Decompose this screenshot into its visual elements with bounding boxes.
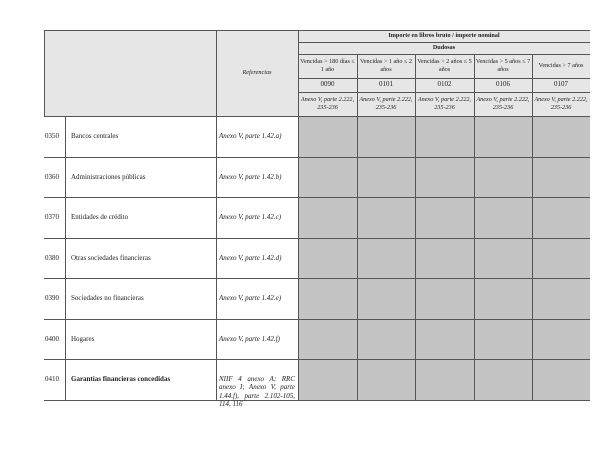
row-ref-0360: [216, 157, 298, 198]
row-code-0370-text: 0370: [45, 213, 59, 222]
column-ref-0106: [474, 92, 532, 116]
sub-title-divider: [298, 54, 590, 55]
data-cell-0370-0090[interactable]: [298, 197, 357, 238]
data-cell-0380-0102[interactable]: [415, 238, 474, 279]
column-code-0102-text: 0102: [437, 80, 452, 89]
row-code-0380: [0, 238, 65, 279]
column-ref-0090-text: Anexo V, parte 2.222, 235-236: [300, 96, 355, 111]
column-header-0102: [415, 54, 474, 78]
column-ref-0107: [532, 92, 590, 116]
column-ref-0107-text: Anexo V, parte 2.222, 235-236: [534, 96, 588, 111]
row-label-0410-text: Garantías financieras concedidas: [71, 375, 171, 383]
data-column-divider: [532, 54, 533, 400]
row-code-0410-text: 0410: [45, 375, 59, 383]
data-cell-0350-0101[interactable]: [357, 116, 415, 157]
row-label-0350-text: Bancos centrales: [71, 132, 119, 141]
column-header-0101: [357, 54, 415, 78]
row-code-0370: [0, 197, 65, 238]
row-ref-0370: [216, 197, 298, 238]
row-code-0390-text: 0390: [45, 294, 59, 303]
row-ref-0370-text: Anexo V, parte 1.42.c): [219, 213, 282, 222]
row-divider: [44, 359, 590, 360]
column-header-0102-text: Vencidas > 2 años ≤ 5 años: [417, 58, 472, 73]
data-cell-0370-0107[interactable]: [532, 197, 590, 238]
row-code-0400: [0, 319, 65, 360]
column-code-0102: [415, 78, 474, 92]
row-code-0400-text: 0400: [45, 334, 59, 343]
data-cell-0370-0102[interactable]: [415, 197, 474, 238]
column-code-0107-text: 0107: [554, 80, 568, 89]
data-cell-0360-0090[interactable]: [298, 157, 357, 198]
group-title-text: Importe en libros bruto / importe nominal: [388, 32, 500, 40]
data-cell-0410-0101[interactable]: [357, 359, 415, 400]
data-cell-0350-0102[interactable]: [415, 116, 474, 157]
data-cell-0400-0090[interactable]: [298, 319, 357, 360]
row-ref-0350-text: Anexo V, parte 1.42.a): [219, 132, 282, 141]
data-cell-0380-0107[interactable]: [532, 238, 590, 279]
row-ref-0410-text: NIIF 4 anexo A; RRC anexo I; Anexo V, parte 1.44.f), parte 2.102-105, 114, 116: [219, 375, 295, 409]
header-top-border: [44, 30, 590, 31]
data-cell-0380-0090[interactable]: [298, 238, 357, 279]
row-code-0390: [0, 278, 65, 319]
row-label-0370: [65, 197, 216, 238]
row-ref-0390-text: Anexo V, parte 1.42.e): [219, 294, 282, 303]
data-cell-0360-0107[interactable]: [532, 157, 590, 198]
data-column-divider: [415, 54, 416, 400]
column-code-0090: [298, 78, 357, 92]
row-label-0400-text: Hogares: [71, 334, 95, 343]
data-cell-0390-0106[interactable]: [474, 278, 532, 319]
data-cell-0410-0090[interactable]: [298, 359, 357, 400]
column-header-0101-text: Vencidas > 1 año ≤ 2 años: [359, 58, 413, 73]
row-ref-0410: [216, 359, 298, 409]
column-code-0107: [532, 78, 590, 92]
column-code-divider: [298, 92, 590, 93]
data-cell-0410-0107[interactable]: [532, 359, 590, 400]
row-label-0380-text: Otras sociedades financieras: [71, 253, 151, 262]
column-code-0106-text: 0106: [496, 80, 510, 89]
row-label-0350: [65, 116, 216, 157]
ref-data-divider: [298, 30, 299, 400]
row-label-0360: [65, 157, 216, 198]
row-label-0370-text: Entidades de crédito: [71, 213, 129, 222]
data-column-divider: [474, 54, 475, 400]
row-code-0380-text: 0380: [45, 253, 59, 262]
data-cell-0410-0102[interactable]: [415, 359, 474, 400]
row-ref-0400-text: Anexo V, parte 1.42.f): [219, 334, 280, 343]
row-label-0410: [65, 359, 216, 400]
column-ref-0101-text: Anexo V, parte 2.222, 235-236: [359, 96, 413, 111]
data-cell-0400-0106[interactable]: [474, 319, 532, 360]
column-ref-0090: [298, 92, 357, 116]
data-cell-0380-0101[interactable]: [357, 238, 415, 279]
row-code-0350: [0, 116, 65, 157]
data-cell-0400-0107[interactable]: [532, 319, 590, 360]
data-cell-0360-0101[interactable]: [357, 157, 415, 198]
row-label-0390-text: Sociedades no financieras: [71, 294, 144, 303]
row-code-0350-text: 0350: [45, 132, 59, 141]
data-cell-0370-0101[interactable]: [357, 197, 415, 238]
sub-title: [298, 42, 590, 54]
column-code-0106: [474, 78, 532, 92]
data-cell-0350-0090[interactable]: [298, 116, 357, 157]
column-code-0101-text: 0101: [379, 80, 393, 89]
data-cell-0400-0102[interactable]: [415, 319, 474, 360]
row-divider: [44, 319, 590, 320]
group-title: [298, 30, 590, 42]
column-ref-0102-text: Anexo V, parte 2.222, 235-236: [417, 96, 472, 111]
sub-title-text: Dudosas: [432, 44, 456, 52]
column-header-0107-text: Vencidas > 7 años: [538, 62, 584, 70]
header-bottom-border: [44, 116, 590, 117]
data-cell-0410-0106[interactable]: [474, 359, 532, 400]
row-code-0360-text: 0360: [45, 172, 59, 181]
row-divider: [44, 197, 590, 198]
column-ref-0106-text: Anexo V, parte 2.222, 235-236: [476, 96, 530, 111]
referencias-label: [216, 30, 298, 116]
data-cell-0360-0106[interactable]: [474, 157, 532, 198]
data-cell-0390-0101[interactable]: [357, 278, 415, 319]
label-ref-divider: [216, 30, 217, 400]
data-cell-0350-0106[interactable]: [474, 116, 532, 157]
row-label-0380: [65, 238, 216, 279]
row-label-0390: [65, 278, 216, 319]
data-cell-0390-0090[interactable]: [298, 278, 357, 319]
left-border: [44, 30, 45, 116]
data-cell-0370-0106[interactable]: [474, 197, 532, 238]
row-ref-0350: [216, 116, 298, 157]
column-label-divider: [298, 78, 590, 79]
row-code-0360: [0, 157, 65, 198]
column-ref-0101: [357, 92, 415, 116]
referencias-label-text: Referencias: [242, 69, 272, 77]
column-header-0106-text: Vencidas > 5 años ≤ 7 años: [475, 58, 531, 73]
column-header-0107: [532, 54, 590, 78]
data-cell-0390-0107[interactable]: [532, 278, 590, 319]
column-header-0090: [298, 54, 357, 78]
row-divider: [44, 400, 590, 401]
column-header-0106: [474, 54, 532, 78]
column-ref-0102: [415, 92, 474, 116]
row-divider: [44, 278, 590, 279]
row-ref-0400: [216, 319, 298, 360]
column-header-0090-text: Vencidas > 180 días ≤ 1 año: [300, 58, 355, 73]
row-ref-0380-text: Anexo V, parte 1.42.d): [219, 253, 282, 262]
row-divider: [44, 238, 590, 239]
row-ref-0390: [216, 278, 298, 319]
row-ref-0380: [216, 238, 298, 279]
code-label-divider: [65, 116, 66, 400]
column-code-0101: [357, 78, 415, 92]
row-code-0410: [0, 359, 65, 400]
column-code-0090-text: 0090: [320, 80, 335, 89]
row-label-0360-text: Administraciones públicas: [71, 172, 146, 181]
data-cell-0350-0107[interactable]: [532, 116, 590, 157]
data-cell-0380-0106[interactable]: [474, 238, 532, 279]
data-column-divider: [357, 54, 358, 400]
row-label-0400: [65, 319, 216, 360]
data-cell-0400-0101[interactable]: [357, 319, 415, 360]
data-cell-0360-0102[interactable]: [415, 157, 474, 198]
group-title-divider: [298, 42, 590, 43]
row-divider: [44, 157, 590, 158]
row-ref-0360-text: Anexo V, parte 1.42.b): [219, 172, 282, 181]
data-cell-0390-0102[interactable]: [415, 278, 474, 319]
